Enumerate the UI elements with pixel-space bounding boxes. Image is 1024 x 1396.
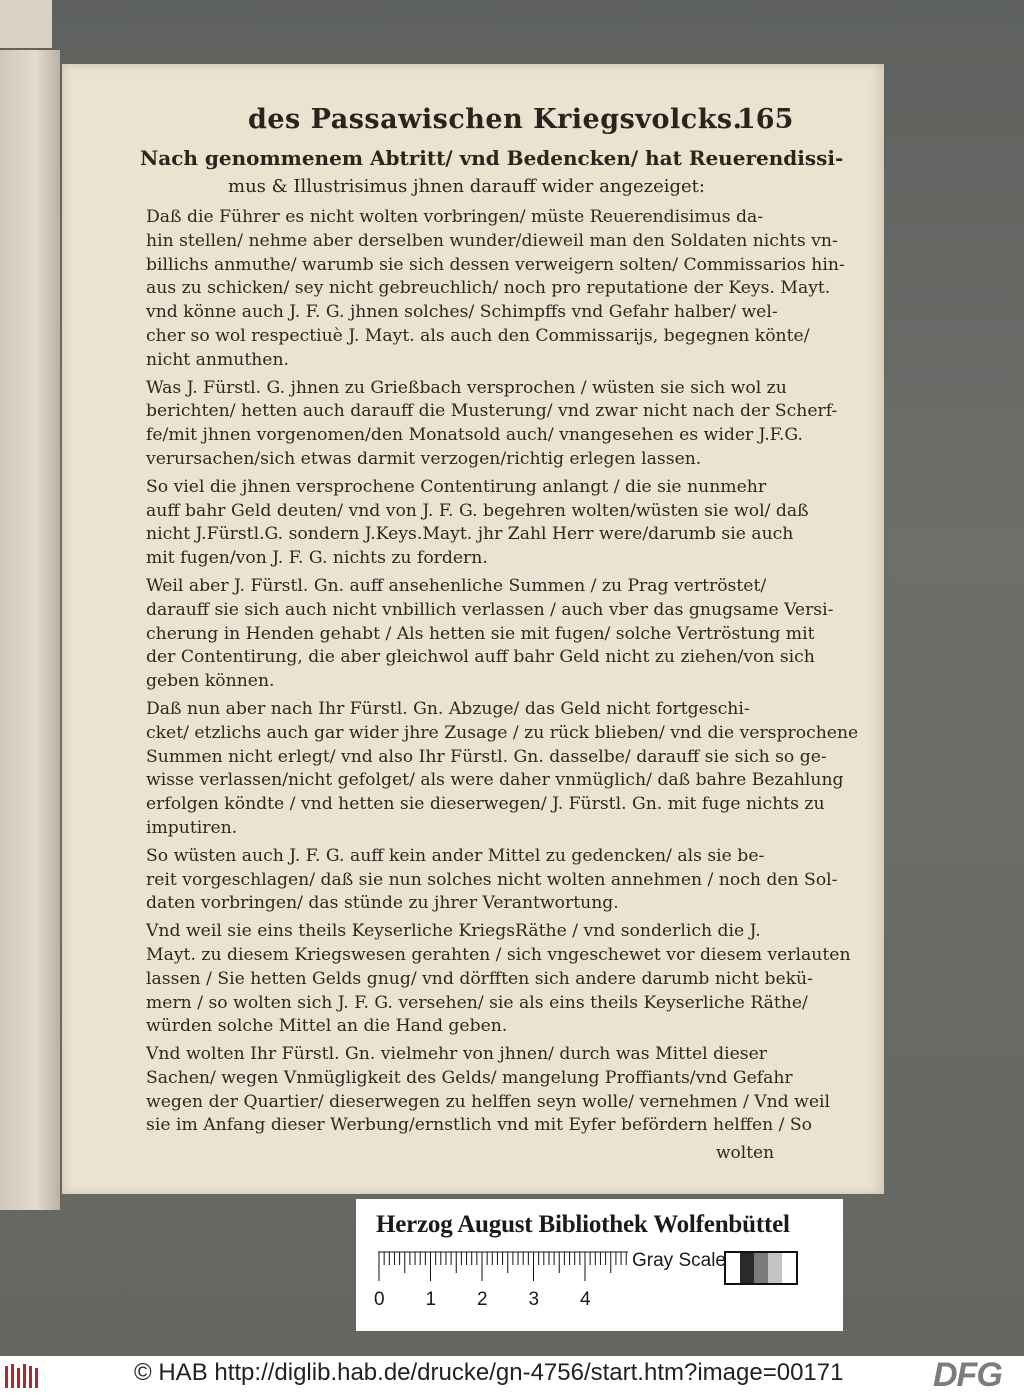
gray-patch bbox=[726, 1253, 740, 1283]
text-line: aus zu schicken/ sey nicht gebreuchlich/ noch pro reputatione der Keys. Mayt. bbox=[146, 278, 831, 299]
text-line: nicht anmuthen. bbox=[146, 349, 289, 370]
text-line: So wüsten auch J. F. G. auff kein ander Mittel zu gedencken/ als sie be- bbox=[146, 845, 765, 866]
text-line: Daß die Führer es nicht wolten vorbringen/ müste Reuerendisimus da- bbox=[146, 207, 764, 227]
text-line: billichs anmuthe/ warumb sie sich dessen verweigern solten/ Commissarios hin- bbox=[146, 254, 845, 275]
gray-patch bbox=[768, 1253, 782, 1283]
footer-credit-url[interactable]: © HAB http://diglib.hab.de/drucke/gn-4756/start.htm?image=00171 bbox=[134, 1359, 844, 1386]
text-line: geben können. bbox=[146, 671, 275, 692]
text-line: der Contentirung, die aber gleichwol auff bahr Geld nicht zu ziehen/von sich bbox=[146, 647, 815, 668]
ruler-number: 2 bbox=[477, 1289, 488, 1310]
ruler-number: 4 bbox=[580, 1289, 591, 1310]
text-line: reit vorgeschlagen/ daß sie nun solches nicht wolten annehmen / noch den Sol- bbox=[146, 869, 838, 890]
ruler-number: 1 bbox=[425, 1289, 437, 1310]
gray-scale-label: Gray Scale bbox=[632, 1250, 726, 1271]
text-line: Mayt. zu diesem Kriegswesen gerahten / sich vngeschewet vor diesem verlauten bbox=[146, 944, 851, 965]
color-scale-card bbox=[356, 1199, 843, 1331]
text-line: Was J. Fürstl. G. jhnen zu Grießbach versprochen / wüsten sie sich wol zu bbox=[146, 377, 787, 398]
ruler-number: 0 bbox=[374, 1289, 385, 1310]
gray-patch bbox=[782, 1253, 796, 1283]
text-line: cher so wol respectiuè J. Mayt. als auch den Commissarijs, begegnen könte/ bbox=[146, 325, 810, 346]
gray-scale-patches bbox=[724, 1251, 798, 1285]
text-line: Vnd weil sie eins theils Keyserliche KriegsRäthe / vnd sonderlich die J. bbox=[146, 921, 761, 942]
text-line: Sachen/ wegen Vnmügligkeit des Gelds/ mangelung Proffiants/vnd Gefahr bbox=[146, 1067, 793, 1088]
text-line: mit fugen/von J. F. G. nichts zu fordern. bbox=[146, 548, 488, 569]
text-line: hin stellen/ nehme aber derselben wunder/dieweil man den Soldaten nichts vn- bbox=[146, 230, 838, 251]
section-heading-line: Nach genommenem Abtritt/ vnd Bedencken/ hat Reuerendissi- bbox=[140, 146, 844, 170]
text-line: Vnd wolten Ihr Fürstl. Gn. vielmehr von jhnen/ durch was Mittel dieser bbox=[146, 1044, 767, 1065]
text-line: würden solche Mittel an die Hand geben. bbox=[146, 1016, 508, 1037]
text-line: cket/ etzlichs auch gar wider jhre Zusage / zu rück blieben/ vnd die versprochene bbox=[146, 722, 859, 743]
gray-patch bbox=[740, 1253, 754, 1283]
text-line: daten vorbringen/ das stünde zu jhrer Verantwortung. bbox=[146, 893, 619, 914]
section-heading-line: mus & Illustrisimus jhnen darauff wider angezeiget: bbox=[228, 176, 705, 197]
text-line: fe/mit jhnen vorgenomen/den Monatsold auch/ vnangesehen es wider J.F.G. bbox=[146, 425, 803, 446]
dfg-logo: DFG bbox=[933, 1356, 1002, 1394]
text-line: Daß nun aber nach Ihr Fürstl. Gn. Abzuge/ das Geld nicht fortgeschi- bbox=[146, 698, 750, 719]
text-line: vnd könne auch J. F. G. jhnen solches/ Schimpffs vnd Gefahr halber/ wel- bbox=[146, 302, 778, 323]
ruler-scale bbox=[378, 1251, 628, 1291]
text-line: auff bahr Geld deuten/ vnd von J. F. G. begehren wolten/wüsten sie wol/ daß bbox=[146, 500, 809, 521]
gray-patch bbox=[754, 1253, 768, 1283]
text-line: erfolgen köndte / vnd hetten sie dieserwegen/ J. Fürstl. Gn. mit fuge nichts zu bbox=[146, 794, 825, 815]
text-line: lassen / Sie hetten Gelds gnug/ vnd dörfften sich andere darumb nicht bekü- bbox=[146, 968, 813, 989]
catchword: wolten bbox=[716, 1143, 775, 1163]
text-line: darauff sie sich auch nicht vnbillich verlassen / auch vber das gnugsame Versi- bbox=[146, 599, 834, 620]
body-text bbox=[146, 206, 859, 1138]
text-line: sie im Anfang dieser Werbung/ernstlich vnd mit Eyfer befördern helffen / So bbox=[146, 1115, 813, 1136]
text-line: nicht J.Fürstl.G. sondern J.Keys.Mayt. jhr Zahl Herr were/darumb sie auch bbox=[146, 524, 794, 545]
text-line: Weil aber J. Fürstl. Gn. auff ansehenliche Summen / zu Prag vertröstet/ bbox=[146, 575, 767, 596]
page-number: 165 bbox=[737, 104, 794, 135]
hab-logo-icon bbox=[4, 1362, 40, 1390]
text-line: So viel die jhnen versprochene Contentirung anlangt / die sie nunmehr bbox=[146, 476, 767, 497]
ruler-number: 3 bbox=[528, 1289, 540, 1310]
library-name: Herzog August Bibliothek Wolfenbüttel bbox=[376, 1211, 790, 1238]
text-line: Summen nicht erlegt/ vnd also Ihr Fürstl. Gn. dasselbe/ darauff sie sich so ge- bbox=[146, 746, 827, 767]
text-line: cherung in Henden gehabt / Als hetten sie mit fugen/ solche Vertröstung mit bbox=[146, 623, 815, 644]
text-line: wisse verlassen/nicht gefolget/ als were daher vnmüglich/ daß bahre Bezahlung bbox=[146, 770, 844, 791]
previous-page-edge bbox=[0, 50, 60, 1210]
text-line: verursachen/sich etwas darmit verzogen/richtig erlegen lassen. bbox=[146, 448, 702, 469]
footer-bar bbox=[0, 1356, 1024, 1396]
previous-page-corner bbox=[0, 0, 52, 48]
text-line: imputiren. bbox=[146, 817, 238, 838]
text-line: wegen der Quartier/ dieserwegen zu helffen seyn wolle/ vernehmen / Vnd weil bbox=[146, 1091, 831, 1112]
text-line: mern / so wolten sich J. F. G. versehen/ sie als eins theils Keyserliche Räthe/ bbox=[146, 992, 808, 1013]
running-head: des Passawischen Kriegsvolcks. bbox=[248, 104, 743, 135]
text-line: berichten/ hetten auch darauff die Musterung/ vnd zwar nicht nach der Scherf- bbox=[146, 401, 838, 422]
